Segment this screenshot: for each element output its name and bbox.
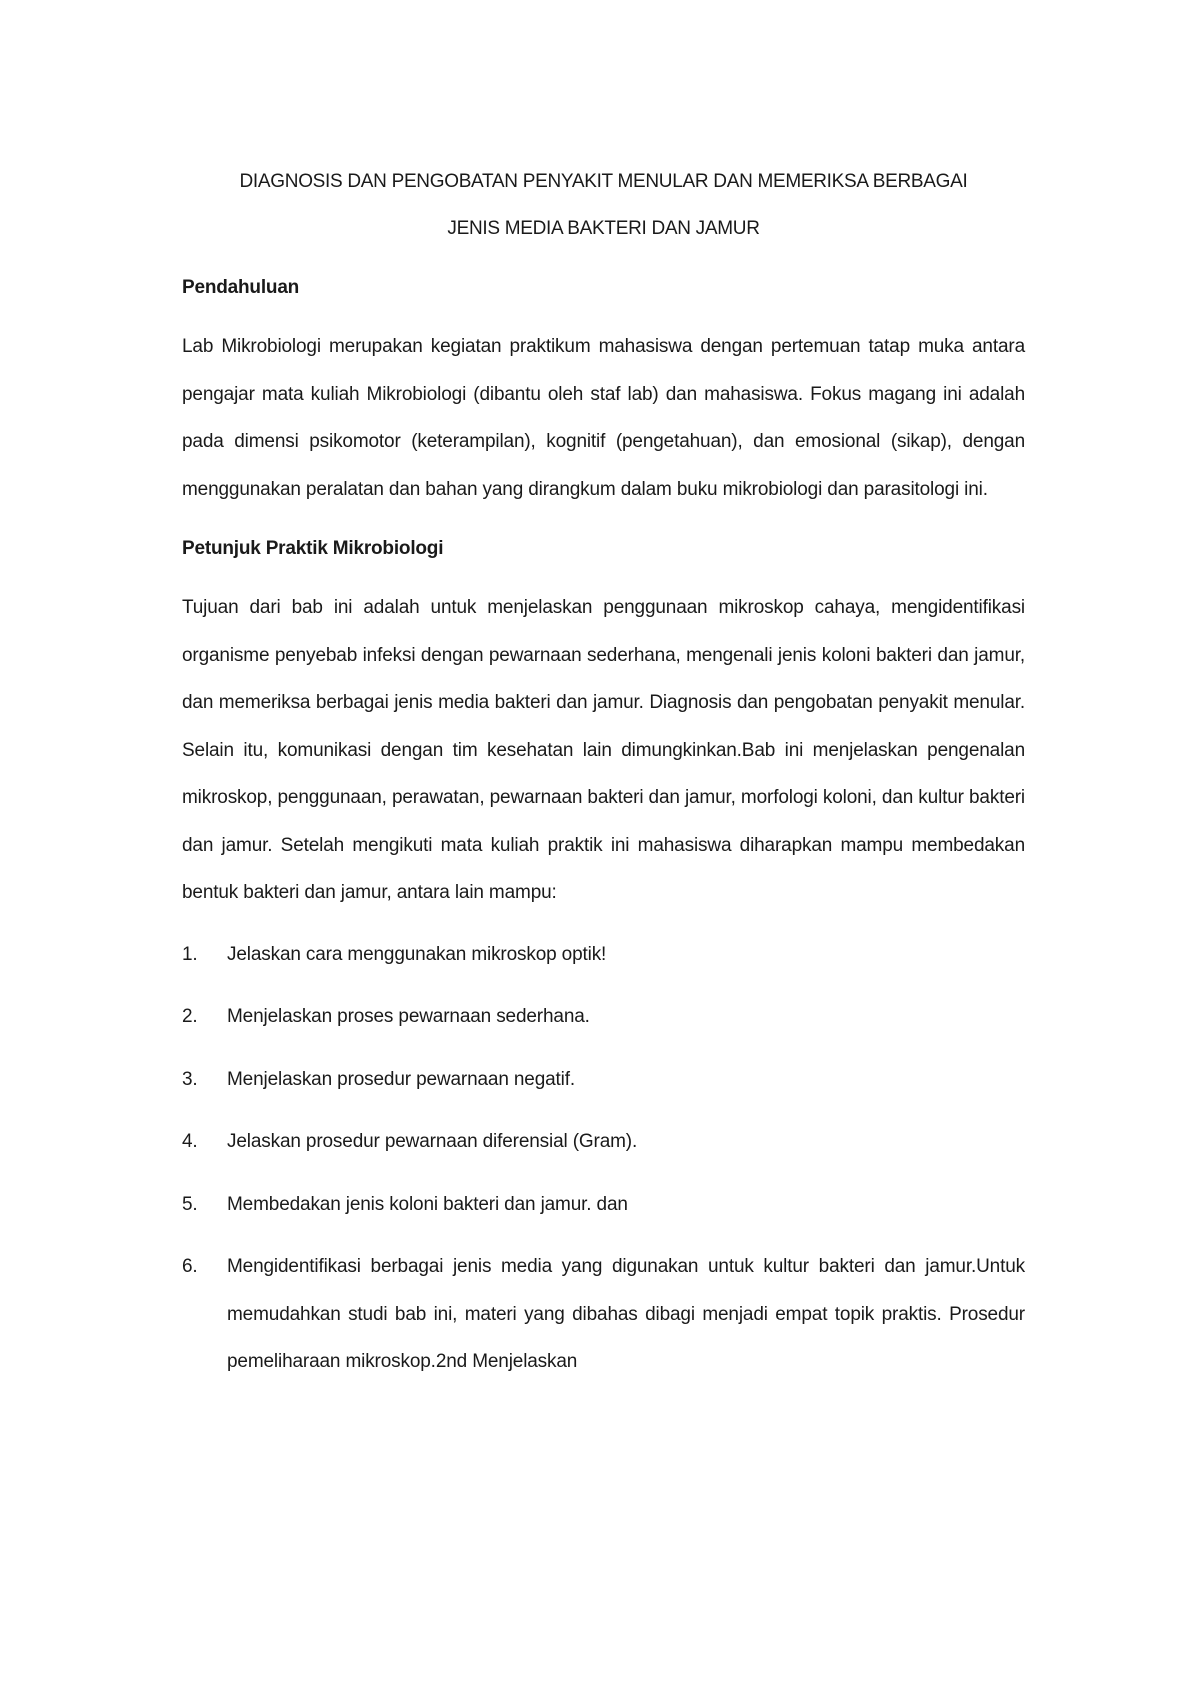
list-item: [182, 993, 1025, 1041]
list-item-text: Membedakan jenis koloni bakteri dan jamur. dan: [227, 1193, 628, 1215]
list-item-number: 5.: [182, 1193, 198, 1215]
list-item-number: 1.: [182, 943, 198, 965]
objectives-list: [182, 931, 1025, 1386]
list-item-number: 6.: [182, 1256, 198, 1277]
section-paragraph-pendahuluan: Lab Mikrobiologi merupakan kegiatan praktikum mahasiswa dengan pertemuan tatap muka antara pengajar mata kuliah Mikrobiologi (dibantu oleh staf lab) dan mahasiswa. Fokus magang ini adalah pada dimensi psikomotor (keterampilan), kognitif (pengetahuan), dan emosional (sikap), dengan menggunakan peralatan dan bahan yang dirangkum dalam buku mikrobiologi dan parasitologi ini.: [182, 336, 1025, 500]
title-line-1: DIAGNOSIS DAN PENGOBATAN PENYAKIT MENULAR DAN MEMERIKSA BERBAGAI: [239, 171, 968, 192]
list-item-text: Menjelaskan prosedur pewarnaan negatif.: [227, 1068, 575, 1090]
document-title: [182, 158, 1025, 252]
list-item-text: Menjelaskan proses pewarnaan sederhana.: [227, 1006, 590, 1027]
document-content: [182, 158, 1025, 1401]
section-heading-petunjuk: Petunjuk Praktik Mikrobiologi: [182, 538, 444, 559]
section-heading-pendahuluan: Pendahuluan: [182, 277, 300, 298]
list-item-number: 2.: [182, 1006, 198, 1027]
list-item-text: Jelaskan cara menggunakan mikroskop optik!: [227, 943, 607, 965]
list-item-number: 4.: [182, 1131, 198, 1152]
list-item: [182, 1181, 1025, 1229]
list-item-number: 3.: [182, 1068, 198, 1090]
list-item: [182, 931, 1025, 979]
list-item: [182, 1118, 1025, 1166]
list-item: [182, 1243, 1025, 1386]
list-item-text: Jelaskan prosedur pewarnaan diferensial (Gram).: [227, 1131, 638, 1152]
title-line-2: JENIS MEDIA BAKTERI DAN JAMUR: [447, 218, 760, 239]
section-paragraph-petunjuk: Tujuan dari bab ini adalah untuk menjelaskan penggunaan mikroskop cahaya, mengidentifikasi organisme penyebab infeksi dengan pewarnaan sederhana, mengenali jenis koloni bakteri dan jamur, dan memeriksa berbagai jenis media bakteri dan jamur. Diagnosis dan pengobatan penyakit menular. Selain itu, komunikasi dengan tim kesehatan lain dimungkinkan.Bab ini menjelaskan pengenalan mikroskop, penggunaan, perawatan, pewarnaan bakteri dan jamur, morfologi koloni, dan kultur bakteri dan jamur. Setelah mengikuti mata kuliah praktik ini mahasiswa diharapkan mampu membedakan bentuk bakteri dan jamur, antara lain mampu:: [182, 597, 1025, 903]
list-item: [182, 1056, 1025, 1104]
list-item-text: Mengidentifikasi berbagai jenis media yang digunakan untuk kultur bakteri dan jamur.Untuk memudahkan studi bab ini, materi yang dibahas dibagi menjadi empat topik praktis. Prosedur pemeliharaan mikroskop.2nd Menjelaskan: [227, 1256, 1025, 1372]
